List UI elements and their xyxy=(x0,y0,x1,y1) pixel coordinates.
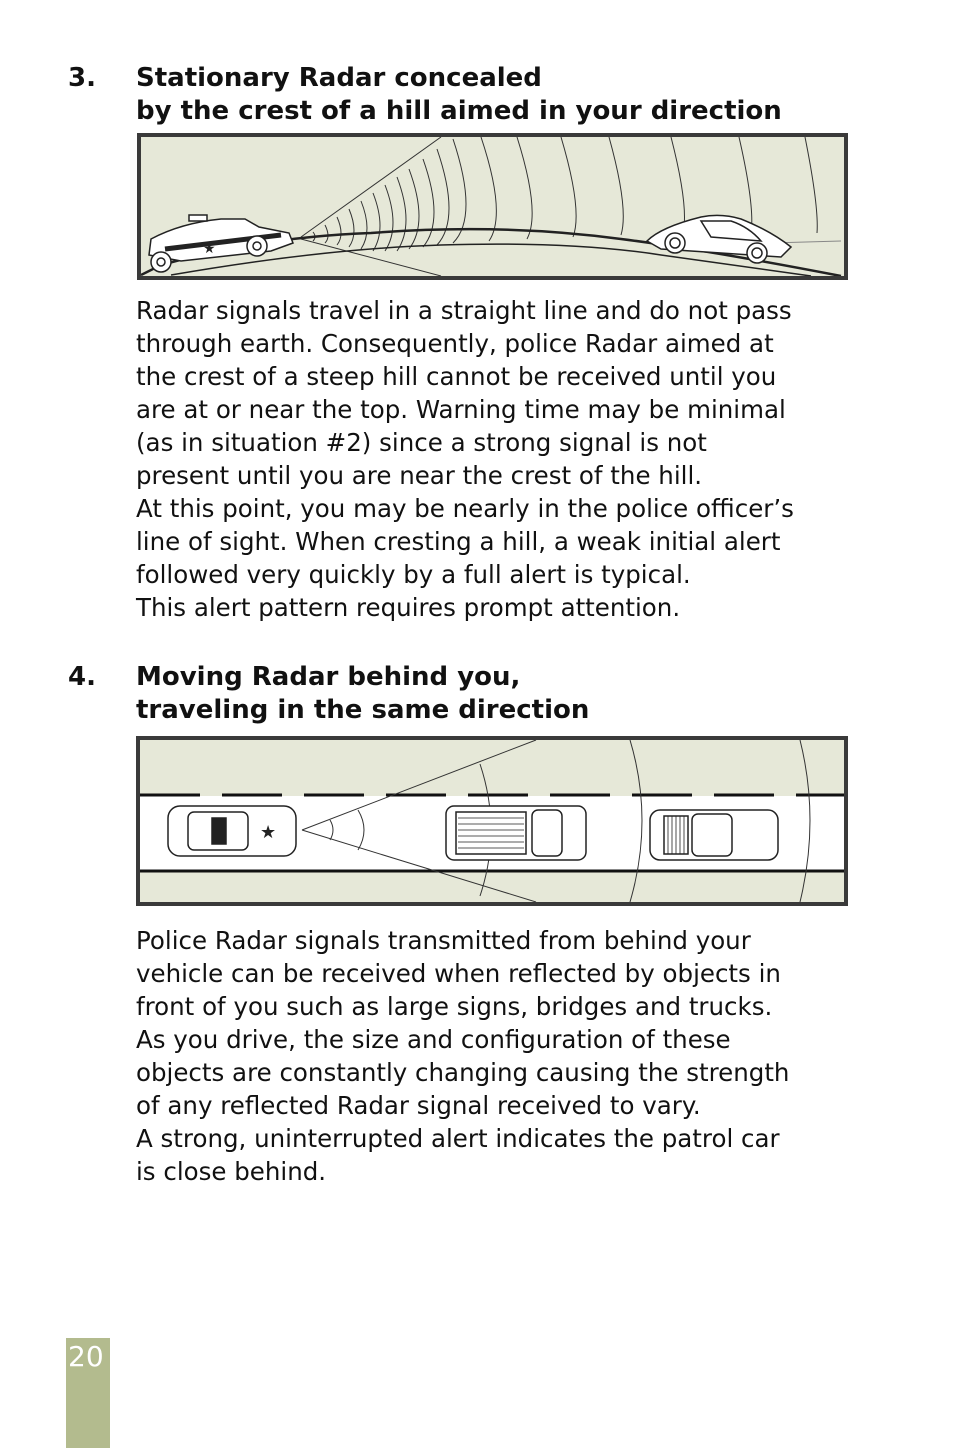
section-4-line: A strong, uninterrupted alert indicates the patrol car xyxy=(136,1124,780,1153)
section-4-number: 4. xyxy=(68,662,96,692)
pickup-truck-top-icon xyxy=(446,806,586,860)
moving-radar-drawing xyxy=(140,740,844,902)
section-3-title-line-2: by the crest of a hill aimed in your direction xyxy=(136,96,782,126)
section-4-title-line-2: traveling in the same direction xyxy=(136,695,590,725)
section-3-paragraph xyxy=(136,294,866,624)
car-top-icon xyxy=(650,810,778,860)
section-4-title-line-1: Moving Radar behind you, xyxy=(136,662,521,692)
section-3-line: Radar signals travel in a straight line and do not pass xyxy=(136,296,792,325)
svg-text:★: ★ xyxy=(260,822,277,843)
svg-text:★: ★ xyxy=(203,241,216,257)
hill-radar-illustration xyxy=(137,133,848,280)
police-car-top-icon xyxy=(168,806,296,856)
section-4-line: objects are constantly changing causing the strength xyxy=(136,1058,790,1087)
section-3-line: are at or near the top. Warning time may be minimal xyxy=(136,395,786,424)
section-4-paragraph xyxy=(136,924,866,1188)
section-3-line: through earth. Consequently, police Radar aimed at xyxy=(136,329,774,358)
section-3-line: This alert pattern requires prompt attention. xyxy=(136,593,681,622)
section-4-line: is close behind. xyxy=(136,1157,327,1186)
moving-radar-illustration xyxy=(136,736,848,906)
section-3-line: (as in situation #2) since a strong signal is not xyxy=(136,428,707,457)
section-3-line: followed very quickly by a full alert is typical. xyxy=(136,560,691,589)
section-3-line: the crest of a steep hill cannot be received until you xyxy=(136,362,777,391)
police-car-icon xyxy=(149,215,293,272)
section-3-line: present until you are near the crest of the hill. xyxy=(136,461,703,490)
hill-radar-drawing xyxy=(141,137,844,276)
section-4-line: of any reflected Radar signal received to vary. xyxy=(136,1091,701,1120)
section-3-line: line of sight. When cresting a hill, a weak initial alert xyxy=(136,527,781,556)
section-4-line: Police Radar signals transmitted from behind your xyxy=(136,926,751,955)
section-3-number: 3. xyxy=(68,63,96,93)
section-3-line: At this point, you may be nearly in the police officer’s xyxy=(136,494,794,523)
section-4-line: As you drive, the size and configuration of these xyxy=(136,1025,731,1054)
page-number: 20 xyxy=(68,1340,104,1373)
section-4-line: front of you such as large signs, bridges and trucks. xyxy=(136,992,773,1021)
section-4-line: vehicle can be received when reflected by objects in xyxy=(136,959,781,988)
section-3-title-line-1: Stationary Radar concealed xyxy=(136,63,542,93)
